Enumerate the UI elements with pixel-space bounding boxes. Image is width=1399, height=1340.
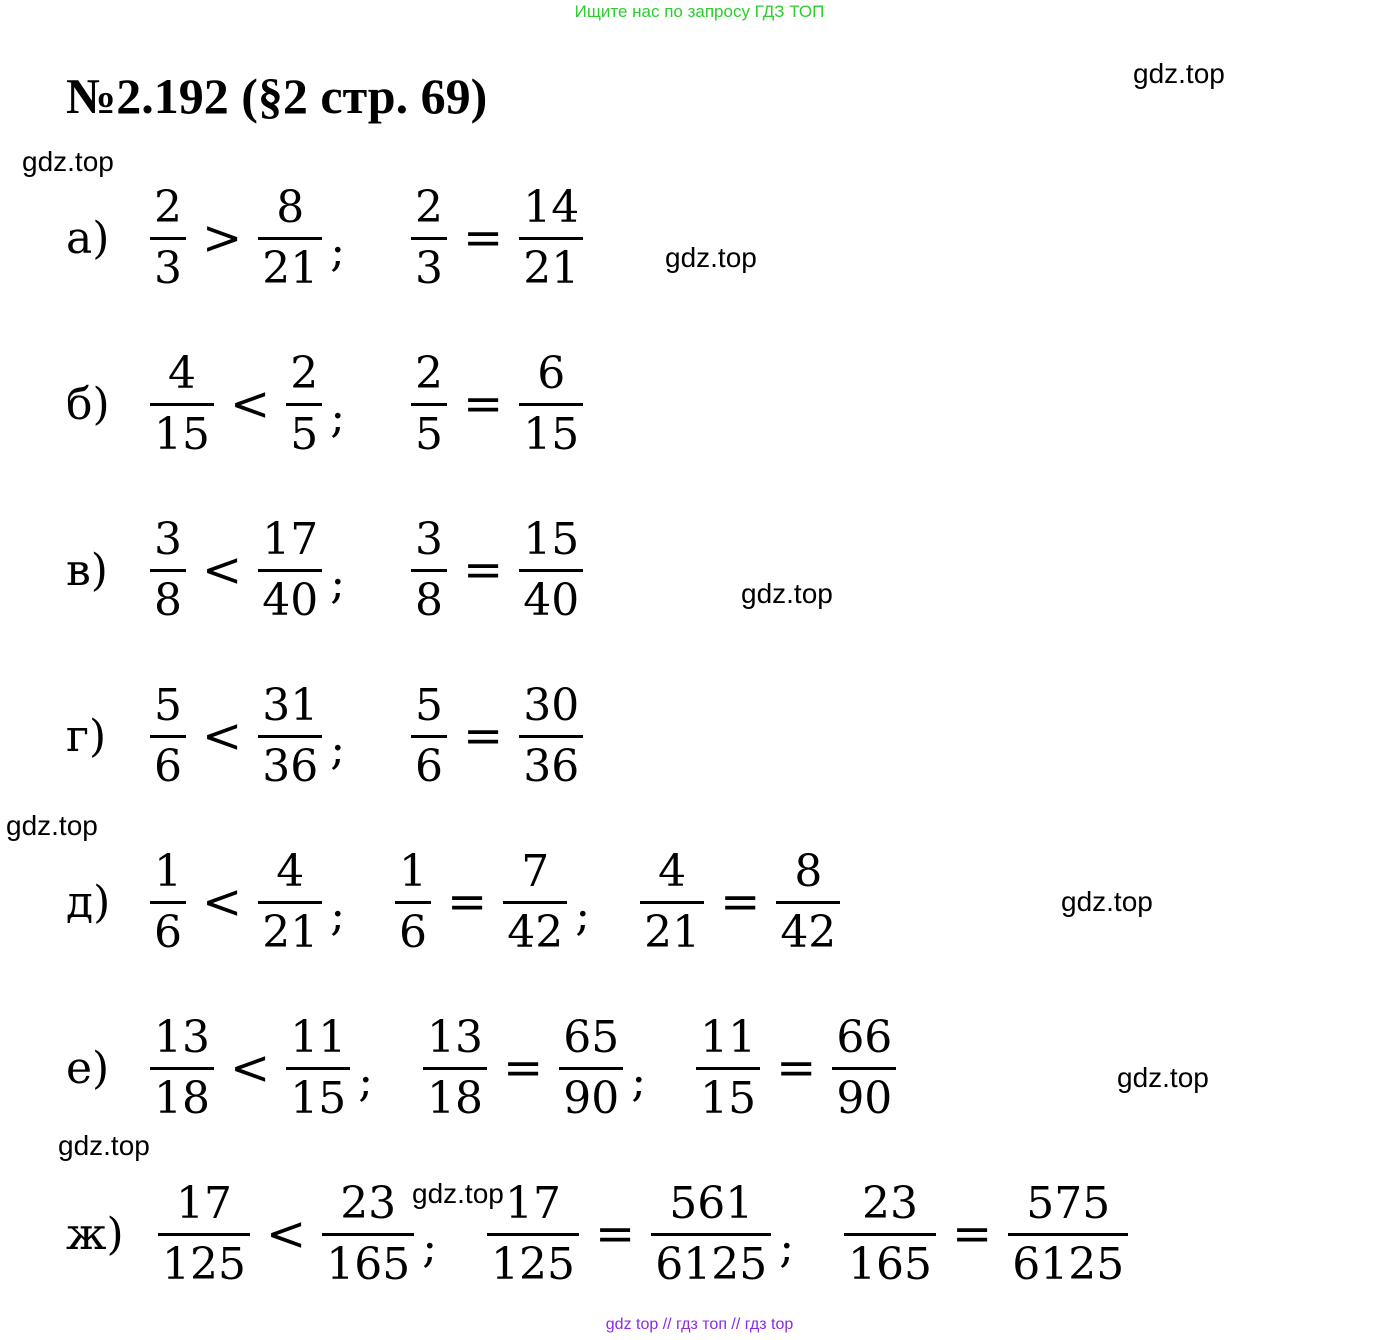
equals-sign: = — [463, 210, 504, 266]
fraction — [150, 677, 186, 796]
denominator: 90 — [836, 1072, 893, 1124]
fraction — [559, 1009, 623, 1128]
numerator: 6 — [537, 347, 566, 399]
separator: ; — [779, 1222, 795, 1273]
denominator: 6 — [154, 740, 182, 792]
denominator: 42 — [780, 906, 837, 958]
numerator: 4 — [168, 347, 196, 399]
watermark: gdz.top — [741, 578, 833, 609]
fraction — [519, 511, 583, 630]
item-label: ж) — [66, 1208, 124, 1260]
numerator: 23 — [862, 1177, 919, 1229]
separator: ; — [330, 392, 346, 443]
equals-sign: = — [447, 874, 488, 930]
separator: ; — [631, 1056, 647, 1107]
solution-row — [66, 334, 589, 474]
fraction — [258, 179, 322, 298]
solution-row — [66, 666, 589, 806]
numerator: 2 — [154, 181, 182, 233]
denominator: 15 — [154, 408, 210, 460]
numerator: 31 — [262, 679, 319, 731]
comparison-sign: < — [202, 874, 243, 930]
solution-row — [66, 832, 846, 972]
numerator: 2 — [415, 181, 444, 233]
fraction — [411, 677, 447, 796]
denominator: 8 — [154, 574, 182, 626]
numerator: 8 — [794, 845, 823, 897]
numerator: 66 — [836, 1011, 893, 1063]
equals-sign: = — [595, 1206, 636, 1262]
equals-sign: = — [463, 542, 504, 598]
denominator: 90 — [563, 1072, 620, 1124]
fraction — [258, 511, 322, 630]
fraction — [696, 1009, 760, 1128]
denominator: 15 — [700, 1072, 757, 1124]
denominator: 36 — [523, 740, 580, 792]
comparison-sign: < — [202, 542, 243, 598]
fraction — [651, 1175, 771, 1294]
denominator: 6 — [154, 906, 182, 958]
denominator: 6 — [415, 740, 444, 792]
separator: ; — [358, 1056, 374, 1107]
watermark: gdz.top — [1117, 1062, 1209, 1093]
equals-sign: = — [463, 376, 504, 432]
numerator: 575 — [1026, 1177, 1111, 1229]
numerator: 2 — [290, 347, 319, 399]
numerator: 3 — [415, 513, 444, 565]
fraction — [1008, 1175, 1128, 1294]
numerator: 17 — [175, 1177, 232, 1229]
numerator: 11 — [700, 1011, 757, 1063]
fraction — [158, 1175, 250, 1294]
item-label: а) — [66, 212, 110, 264]
comparison-sign: < — [265, 1206, 307, 1262]
equals-sign: = — [463, 708, 504, 764]
denominator: 42 — [507, 906, 564, 958]
fraction — [411, 345, 447, 464]
watermark: gdz.top — [58, 1130, 150, 1161]
fraction — [150, 179, 186, 298]
fraction — [519, 677, 583, 796]
denominator: 15 — [290, 1072, 347, 1124]
fraction — [286, 1009, 350, 1128]
fraction — [258, 677, 322, 796]
item-label: в) — [66, 544, 108, 596]
comparison-sign: > — [202, 210, 243, 266]
denominator: 3 — [415, 242, 444, 294]
denominator: 3 — [154, 242, 182, 294]
watermark: gdz.top — [1061, 886, 1153, 917]
numerator: 17 — [505, 1177, 561, 1229]
denominator: 21 — [262, 906, 319, 958]
denominator: 8 — [415, 574, 444, 626]
denominator: 165 — [848, 1238, 933, 1290]
fraction — [503, 843, 567, 962]
denominator: 40 — [523, 574, 580, 626]
fraction — [519, 345, 583, 464]
denominator: 5 — [415, 408, 444, 460]
numerator: 3 — [154, 513, 182, 565]
denominator: 15 — [523, 408, 580, 460]
numerator: 7 — [521, 845, 550, 897]
numerator: 8 — [276, 181, 305, 233]
denominator: 5 — [290, 408, 319, 460]
equals-sign: = — [952, 1206, 993, 1262]
fraction — [844, 1175, 936, 1294]
watermark: gdz.top — [6, 810, 98, 841]
denominator: 21 — [262, 242, 319, 294]
equals-sign: = — [503, 1040, 544, 1096]
fraction — [423, 1009, 487, 1128]
fraction — [150, 843, 186, 962]
denominator: 18 — [154, 1072, 210, 1124]
numerator: 5 — [415, 679, 444, 731]
numerator: 4 — [658, 845, 687, 897]
item-label: д) — [66, 876, 111, 928]
watermark: gdz.top — [22, 146, 114, 177]
page-title: №2.192 (§2 стр. 69) — [66, 68, 488, 124]
numerator: 14 — [523, 181, 580, 233]
denominator: 6125 — [655, 1238, 768, 1290]
item-label: б) — [66, 378, 110, 430]
numerator: 1 — [399, 845, 428, 897]
numerator: 15 — [523, 513, 580, 565]
fraction — [832, 1009, 896, 1128]
numerator: 30 — [523, 679, 580, 731]
fraction — [150, 1009, 214, 1128]
numerator: 17 — [262, 513, 319, 565]
fraction — [776, 843, 840, 962]
comparison-sign: < — [230, 376, 271, 432]
comparison-sign: < — [202, 708, 243, 764]
denominator: 125 — [162, 1238, 246, 1290]
watermark: gdz.top — [665, 242, 757, 273]
equals-sign: = — [776, 1040, 817, 1096]
footer: gdz top // гдз топ // гдз top — [605, 1316, 794, 1333]
fraction — [519, 179, 583, 298]
fraction — [258, 843, 322, 962]
denominator: 21 — [644, 906, 701, 958]
item-label: г) — [66, 710, 107, 762]
numerator: 23 — [340, 1177, 397, 1229]
solution-row — [66, 998, 902, 1138]
fraction — [411, 179, 447, 298]
numerator: 65 — [563, 1011, 620, 1063]
separator: ; — [330, 226, 346, 277]
watermark: gdz.top — [1133, 58, 1225, 89]
numerator: 11 — [290, 1011, 347, 1063]
fraction — [395, 843, 431, 962]
fraction — [150, 345, 214, 464]
numerator: 13 — [427, 1011, 484, 1063]
denominator: 18 — [427, 1072, 484, 1124]
equals-sign: = — [720, 874, 761, 930]
fraction — [286, 345, 322, 464]
solution-row — [66, 168, 589, 308]
fraction — [640, 843, 704, 962]
numerator: 1 — [154, 845, 182, 897]
denominator: 36 — [262, 740, 319, 792]
denominator: 40 — [262, 574, 319, 626]
numerator: 2 — [415, 347, 444, 399]
comparison-sign: < — [230, 1040, 271, 1096]
separator: ; — [330, 890, 346, 941]
watermark: gdz.top — [412, 1178, 504, 1209]
top-banner: Ищите нас по запросу ГДЗ ТОП — [574, 2, 825, 21]
denominator: 6125 — [1012, 1238, 1125, 1290]
denominator: 6 — [399, 906, 428, 958]
fraction — [322, 1175, 414, 1294]
denominator: 125 — [491, 1238, 575, 1290]
separator: ; — [422, 1222, 438, 1273]
solution-row — [66, 500, 589, 640]
denominator: 165 — [326, 1238, 411, 1290]
item-label: е) — [66, 1042, 110, 1094]
fraction — [411, 511, 447, 630]
numerator: 5 — [154, 679, 182, 731]
separator: ; — [330, 558, 346, 609]
solution-row — [66, 1164, 1134, 1304]
separator: ; — [575, 890, 591, 941]
numerator: 4 — [276, 845, 305, 897]
numerator: 561 — [669, 1177, 754, 1229]
numerator: 13 — [154, 1011, 210, 1063]
fraction — [150, 511, 186, 630]
separator: ; — [330, 724, 346, 775]
denominator: 21 — [523, 242, 580, 294]
